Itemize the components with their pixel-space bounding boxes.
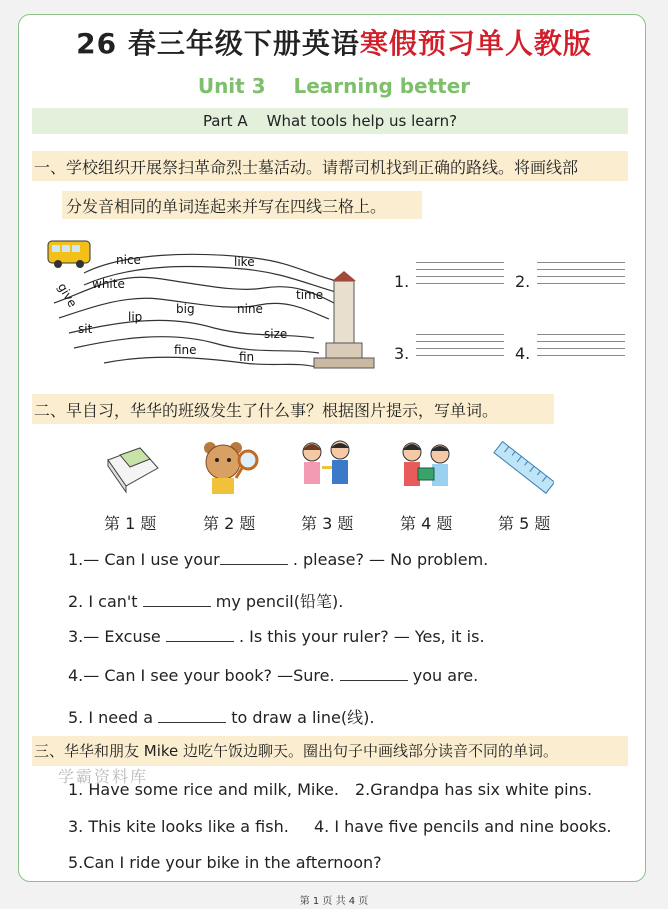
maze-word-3: white — [92, 277, 125, 291]
maze-word-12: fin — [239, 350, 255, 364]
slot-number-2: 2. — [515, 272, 531, 291]
question-2: 2. I can't my pencil(铅笔). — [68, 592, 344, 611]
sentence-3: 3. This kite looks like a fish. — [68, 817, 289, 836]
question-4: 4.— Can I see your book? —Sure. you are. — [68, 666, 479, 685]
maze-word-2: like — [234, 255, 255, 269]
answer-blank-3[interactable] — [166, 627, 234, 642]
magnifier-bear-icon — [198, 438, 260, 496]
section1-heading-2: 分发音相同的单词连起来并写在四线三格上。 — [66, 197, 387, 216]
maze-word-8: time — [296, 288, 324, 302]
four-line-grid-4[interactable] — [537, 334, 625, 356]
picture-label-1: 第 1 题 — [104, 514, 157, 533]
section2-heading: 二、早自习，华华的班级发生了什么事？根据图片提示，写单词。 — [34, 401, 499, 420]
sentence-4: 4. I have five pencils and nine books. — [314, 817, 612, 836]
answer-blank-4[interactable] — [340, 666, 408, 681]
maze-word-9: sit — [78, 322, 93, 336]
sharing-kids-icon — [296, 438, 358, 496]
picture-label-5: 第 5 题 — [498, 514, 551, 533]
picture-label-2: 第 2 题 — [203, 514, 256, 533]
sentence-2: 2.Grandpa has six white pins. — [355, 780, 593, 799]
slot-number-4: 4. — [515, 344, 531, 363]
answer-blank-5[interactable] — [158, 708, 226, 723]
ruler-icon — [492, 440, 554, 498]
unit-title: Unit 3 Learning better — [197, 74, 471, 98]
sentence-1: 1. Have some rice and milk, Mike. — [68, 780, 339, 799]
picture-label-4: 第 4 题 — [400, 514, 453, 533]
maze-word-7: nine — [237, 302, 263, 316]
maze-word-10: size — [264, 327, 288, 341]
four-line-grid-2[interactable] — [537, 262, 625, 284]
slot-number-1: 1. — [394, 272, 410, 291]
maze-word-6: big — [176, 302, 195, 316]
maze-word-11: fine — [174, 343, 197, 357]
maze-picture — [44, 233, 378, 375]
four-line-grid-3[interactable] — [416, 334, 504, 356]
bus-icon — [48, 241, 90, 268]
monument-icon — [314, 271, 374, 368]
maze-word-1: nice — [116, 253, 141, 267]
watermark: 学霸资料库 — [58, 767, 149, 786]
section1-heading: 一、学校组织开展祭扫革命烈士墓活动。请帮司机找到正确的路线。将画线部 — [34, 158, 579, 177]
slot-number-3: 3. — [394, 344, 410, 363]
eraser-icon — [100, 440, 162, 498]
reading-kids-icon — [394, 438, 456, 496]
section3-heading: 三、华华和朋友 Mike 边吃午饭边聊天。圈出句子中画线部分读音不同的单词。 — [34, 742, 559, 760]
question-1: 1.— Can I use your . please? — No problem. — [68, 550, 489, 569]
answer-blank-1[interactable] — [220, 550, 288, 565]
picture-label-3: 第 3 题 — [301, 514, 354, 533]
part-heading: Part A What tools help us learn? — [32, 108, 628, 134]
question-5: 5. I need a to draw a line(线). — [68, 708, 375, 727]
maze-word-4: give — [54, 280, 80, 310]
four-line-grid-1[interactable] — [416, 262, 504, 284]
title-black: 26 春三年级下册英语 — [76, 27, 360, 60]
title-red: 寒假预习单人教版 — [359, 27, 592, 60]
question-3: 3.— Excuse . Is this your ruler? — Yes, it is. — [68, 627, 485, 646]
answer-blank-2[interactable] — [143, 592, 211, 607]
page-title — [0, 22, 668, 62]
maze-word-5: lip — [128, 310, 143, 324]
sentence-5: 5.Can I ride your bike in the afternoon? — [68, 853, 382, 872]
page-footer: 第 1 页 共 4 页 — [299, 896, 369, 907]
